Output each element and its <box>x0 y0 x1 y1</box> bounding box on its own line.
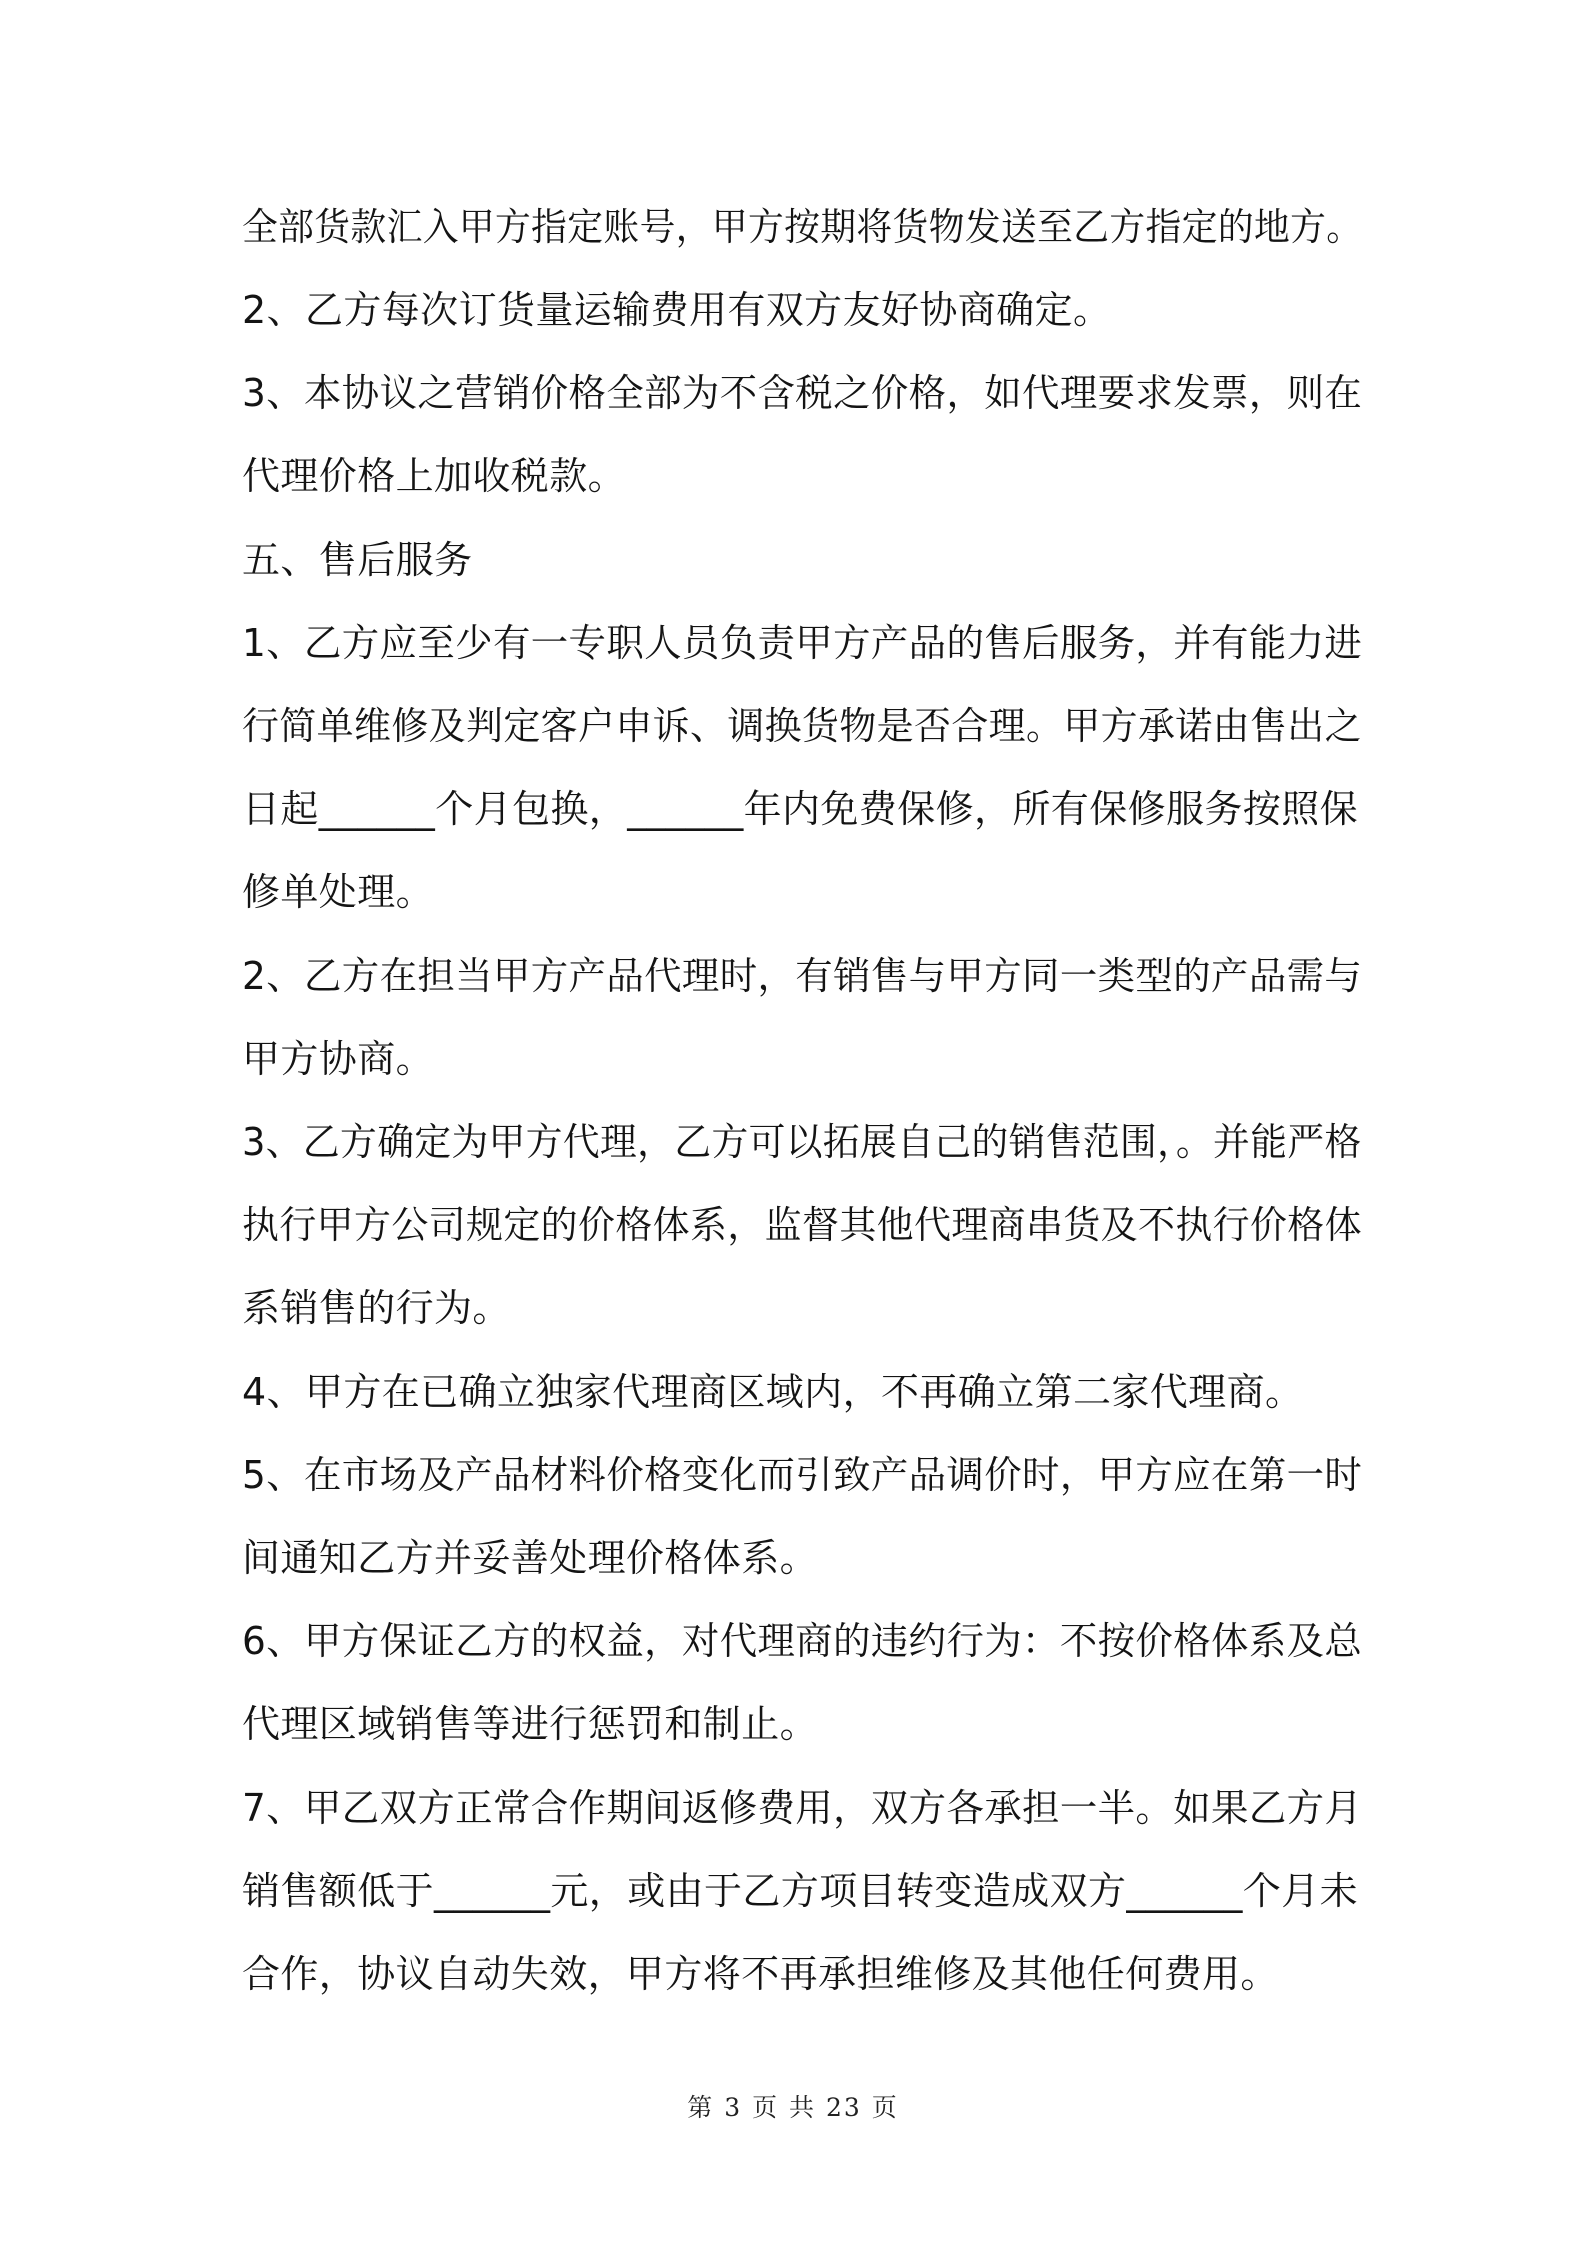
text-line: 6、甲方保证乙方的权益，对代理商的违约行为：不按价格体系及总 <box>242 1619 1363 1663</box>
text-line: 代理价格上加收税款。 <box>242 454 627 498</box>
text-line: 日起______个月包换，______年内免费保修，所有保修服务按照保 <box>242 787 1359 831</box>
text-line: 销售额低于______元，或由于乙方项目转变造成双方______个月未 <box>242 1869 1359 1913</box>
text-line: 4、甲方在已确立独家代理商区域内，不再确立第二家代理商。 <box>242 1370 1304 1414</box>
text-line: 甲方协商。 <box>242 1037 435 1081</box>
text-line: 3、乙方确定为甲方代理，乙方可以拓展自己的销售范围，。并能严格 <box>242 1120 1362 1164</box>
text-line: 1、乙方应至少有一专职人员负责甲方产品的售后服务，并有能力进 <box>242 621 1363 665</box>
text-line: 2、乙方在担当甲方产品代理时，有销售与甲方同一类型的产品需与 <box>242 954 1363 998</box>
text-line: 3、本协议之营销价格全部为不含税之价格，如代理要求发票，则在 <box>242 371 1363 415</box>
page-number-footer: 第 3 页 共 23 页 <box>687 2093 899 2122</box>
text-line: 执行甲方公司规定的价格体系，监督其他代理商串货及不执行价格体 <box>242 1203 1362 1247</box>
text-line: 全部货款汇入甲方指定账号，甲方按期将货物发送至乙方指定的地方。 <box>242 205 1363 249</box>
text-line: 合作，协议自动失效，甲方将不再承担维修及其他任何费用。 <box>242 1952 1279 1996</box>
text-line: 2、乙方每次订货量运输费用有双方友好协商确定。 <box>242 288 1112 332</box>
text-line: 系销售的行为。 <box>242 1286 511 1330</box>
text-line: 代理区域销售等进行惩罚和制止。 <box>242 1702 819 1746</box>
text-line: 间通知乙方并妥善处理价格体系。 <box>242 1536 819 1580</box>
section-heading: 五、售后服务 <box>242 538 473 582</box>
text-line: 5、在市场及产品材料价格变化而引致产品调价时，甲方应在第一时 <box>242 1453 1363 1497</box>
text-line: 7、甲乙双方正常合作期间返修费用，双方各承担一半。如果乙方月 <box>242 1786 1363 1830</box>
text-line: 修单处理。 <box>242 870 435 914</box>
text-line: 行简单维修及判定客户申诉、调换货物是否合理。甲方承诺由售出之 <box>242 704 1362 748</box>
